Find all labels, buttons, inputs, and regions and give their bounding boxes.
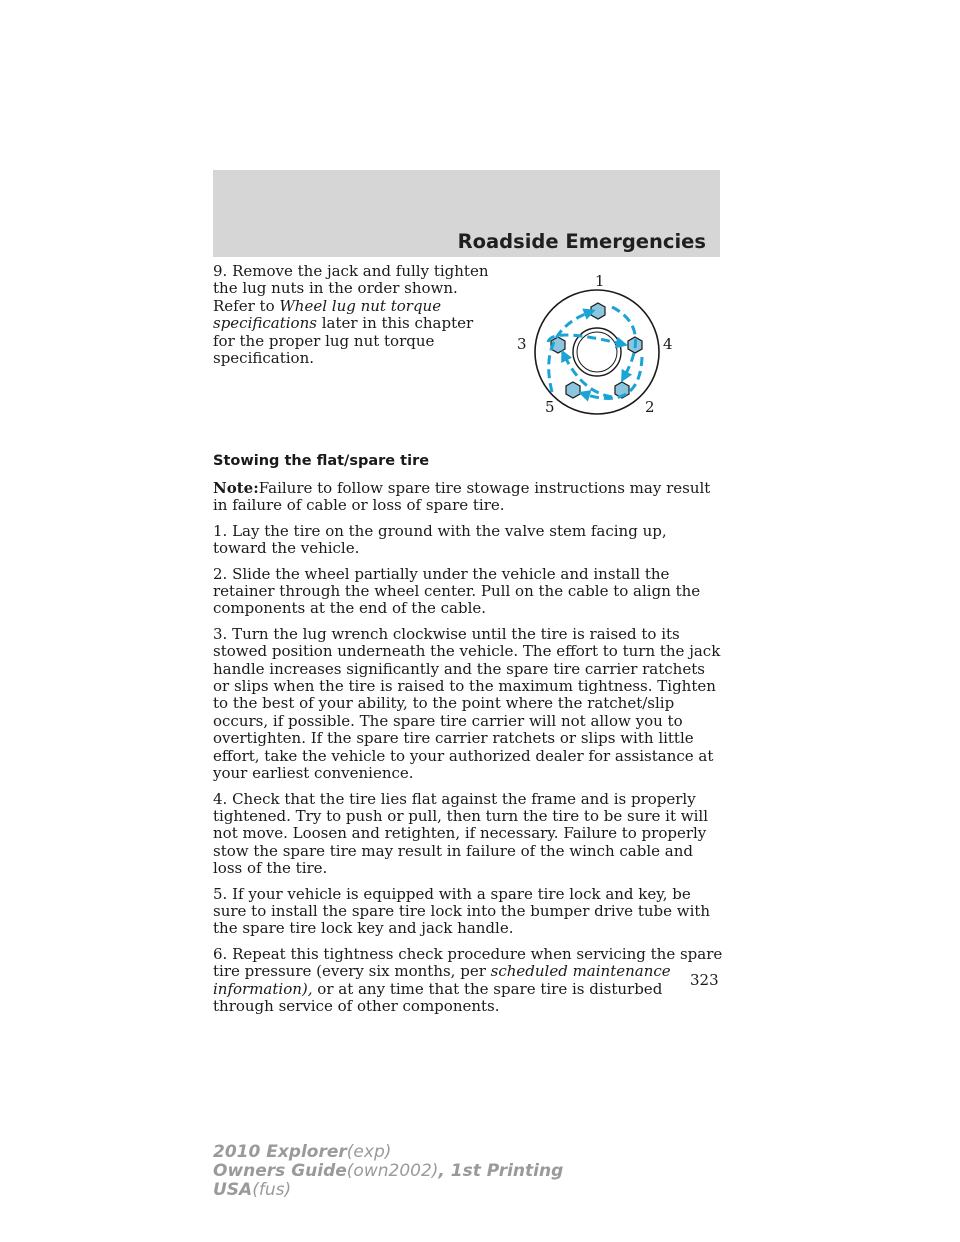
lug-nut-order-diagram xyxy=(512,272,682,422)
lug-label-5: 5 xyxy=(545,398,555,416)
footer-line-3 xyxy=(213,1181,563,1200)
lug-nut-1 xyxy=(591,303,605,319)
section-title: Stowing the flat/spare tire xyxy=(213,453,430,469)
note-label: Note: xyxy=(213,479,259,497)
step-6-tail: or at any time that the spare tire is disturbed through service of other components. xyxy=(213,979,663,1015)
torque-spec-reference: Wheel lug nut torque specifications xyxy=(213,296,442,333)
footer-printing: , 1st Printing xyxy=(438,1161,564,1181)
note-paragraph xyxy=(213,480,723,515)
maintenance-reference: scheduled maintenance information), xyxy=(213,962,671,998)
lug-label-3: 3 xyxy=(517,335,527,353)
lug-nut-5 xyxy=(566,382,580,398)
footer-region-code: (fus) xyxy=(252,1180,292,1200)
footer-guide: Owners Guide xyxy=(213,1161,347,1181)
step-3: 3. Turn the lug wrench clockwise until the tire is raised to its stowed position underneath the vehicle. The effort to turn the jack handle increases significantly and the spare tire carrier ratchets or slips when the tire is raised to the maximum tightness. Tighten to the best of your ability, to the point where the ratchet/slip occurs, if possible. The spare tire carrier will not allow you to overtighten. If the spare tire carrier ratchets or slips with little effort, take the vehicle to your authorized dealer for assistance at your earliest convenience. xyxy=(213,624,721,783)
footer-model-code: (exp) xyxy=(346,1142,392,1162)
step-6-lead: 6. Repeat this tightness check procedure when servicing the spare tire pressure (every six months, per xyxy=(213,944,723,981)
lug-label-4: 4 xyxy=(663,335,673,353)
header-band xyxy=(213,170,720,257)
step-9-text xyxy=(213,263,498,367)
step-4: 4. Check that the tire lies flat against the frame and is properly tightened. Try to push or pull, then turn the tire to be sure it will not move. Loosen and retighten, if necessary. Failure to properly stow the spare tire may result in failure of the winch cable and loss of the tire. xyxy=(213,789,708,878)
step-6 xyxy=(213,946,723,1016)
step-5: 5. If your vehicle is equipped with a spare tire lock and key, be sure to install the spare tire lock into the bumper drive tube with the spare tire lock key and jack handle. xyxy=(213,884,711,938)
step-9-tail: later in this chapter for the proper lug nut torque specification. xyxy=(213,314,474,368)
footer-guide-code: (own2002) xyxy=(346,1161,439,1181)
footer-line-1 xyxy=(213,1143,563,1162)
footer-region: USA xyxy=(213,1180,253,1200)
step-1: 1. Lay the tire on the ground with the valve stem facing up, toward the vehicle. xyxy=(213,521,667,558)
footer-imprint xyxy=(213,1143,563,1200)
section-header-title: Roadside Emergencies xyxy=(457,230,706,253)
step-9-lead: 9. Remove the jack and fully tighten the lug nuts in the order shown. Refer to xyxy=(213,262,489,315)
wheel-hub-inner xyxy=(577,332,617,372)
footer-line-2 xyxy=(213,1162,563,1181)
step-2: 2. Slide the wheel partially under the vehicle and install the retainer through the wheel center. Pull on the cable to align the components at the end of the cable. xyxy=(213,564,701,618)
lug-label-1: 1 xyxy=(595,272,605,290)
sequence-arrow-5-to-1 xyxy=(549,312,590,392)
lug-label-2: 2 xyxy=(645,398,655,416)
page-number: 323 xyxy=(690,971,719,989)
footer-model: 2010 Explorer xyxy=(213,1142,347,1162)
note-text: Failure to follow spare tire stowage instructions may result in failure of cable or loss of spare tire. xyxy=(213,479,711,515)
body-text xyxy=(213,480,723,1023)
